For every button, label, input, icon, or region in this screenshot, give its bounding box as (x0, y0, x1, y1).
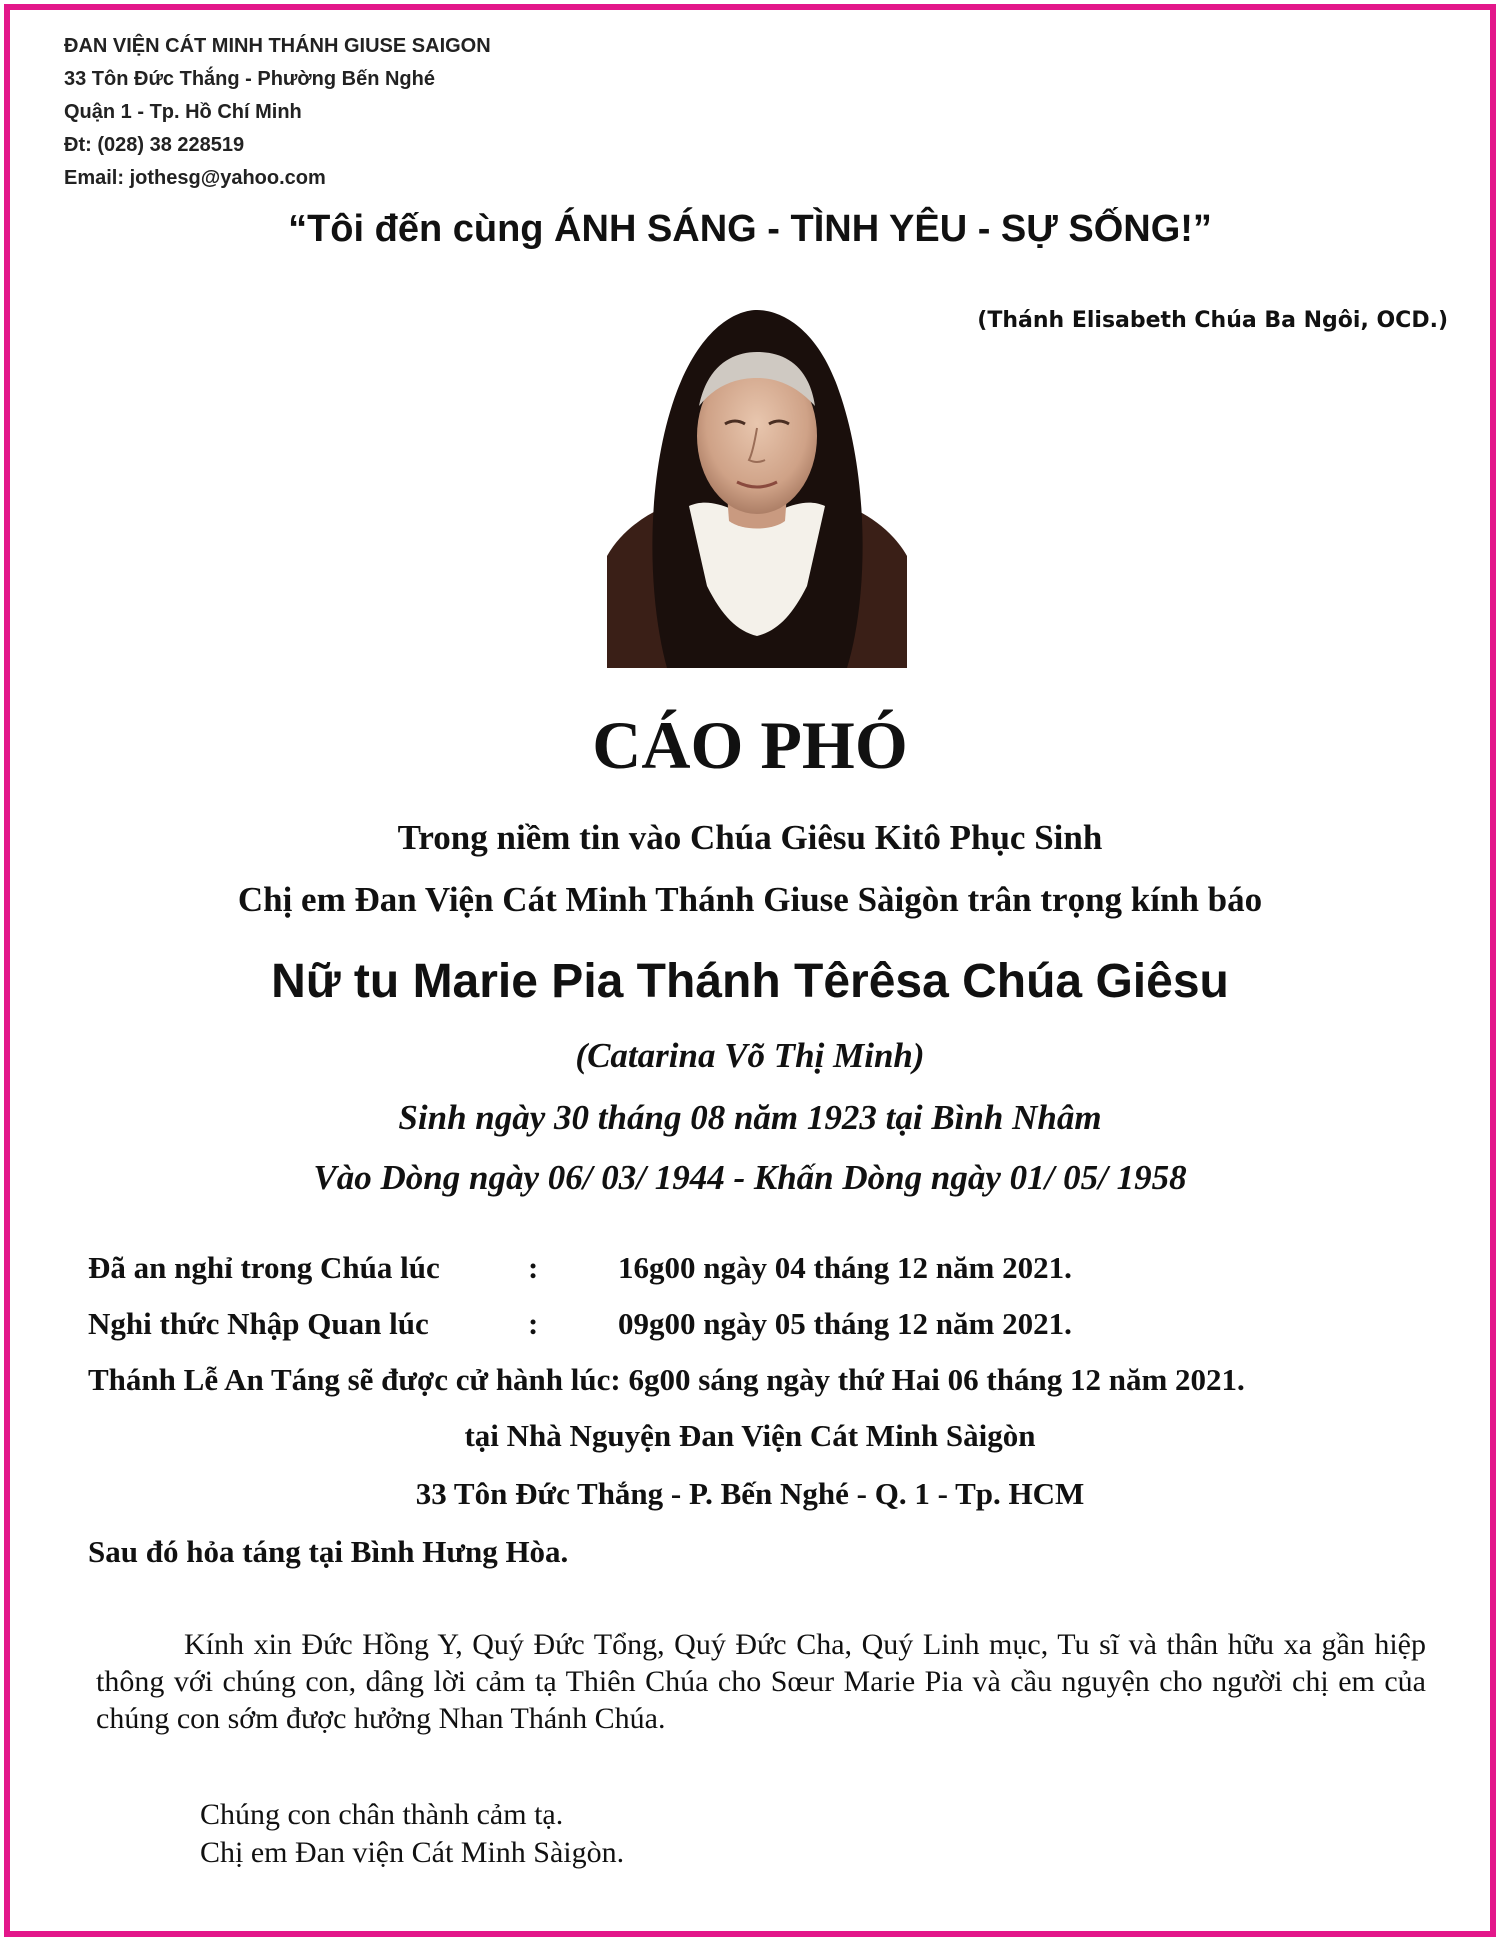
deceased-name: Nữ tu Marie Pia Thánh Têrêsa Chúa Giêsu (271, 955, 1229, 1008)
death-label: Đã an nghỉ trong Chúa lúc (88, 1250, 440, 1285)
death-time-row (88, 1250, 1072, 1286)
death-value: 16g00 ngày 04 tháng 12 năm 2021. (618, 1250, 1072, 1285)
funeral-mass-line: Thánh Lễ An Táng sẽ được cử hành lúc: 6g00 sáng ngày thứ Hai 06 tháng 12 năm 2021. (88, 1362, 1245, 1397)
closing-signature: Chị em Đan viện Cát Minh Sàigòn. (200, 1836, 625, 1869)
portrait-photo (607, 296, 907, 668)
org-name: ĐAN VIỆN CÁT MINH THÁNH GIUSE SAIGON (64, 35, 491, 57)
address-line-1: 33 Tôn Đức Thắng - Phường Bến Nghé (64, 68, 435, 90)
document-title: CÁO PHÓ (592, 707, 908, 783)
coffin-time-row (88, 1306, 1072, 1342)
birth-info: Sinh ngày 30 tháng 08 năm 1923 tại Bình Nhâm (398, 1098, 1102, 1137)
coffin-value: 09g00 ngày 05 tháng 12 năm 2021. (618, 1306, 1072, 1341)
coffin-colon: : (528, 1306, 539, 1341)
motto-quote: “Tôi đến cùng ÁNH SÁNG - TÌNH YÊU - SỰ SỐNG!” (288, 208, 1212, 250)
motto-source: (Thánh Elisabeth Chúa Ba Ngôi, OCD.) (977, 308, 1448, 333)
venue-line: tại Nhà Nguyện Đan Viện Cát Minh Sàigòn (464, 1418, 1036, 1453)
baptismal-name: (Catarina Võ Thị Minh) (575, 1036, 925, 1075)
closing-thanks: Chúng con chân thành cảm tạ. (200, 1798, 564, 1831)
request-paragraph: Kính xin Đức Hồng Y, Quý Đức Tổng, Quý Đức Cha, Quý Linh mục, Tu sĩ và thân hữu xa gần hiệp thông với chúng con, dâng lời cảm tạ Thiên Chúa cho Sœur Marie Pia và cầu nguyện cho người chị em của chúng con sớm được hưởng Nhan Thánh Chúa. (96, 1628, 1426, 1735)
address-line-2: Quận 1 - Tp. Hồ Chí Minh (64, 101, 302, 123)
vows-info: Vào Dòng ngày 06/ 03/ 1944 - Khấn Dòng ngày 01/ 05/ 1958 (313, 1158, 1187, 1197)
cremation-line: Sau đó hỏa táng tại Bình Hưng Hòa. (88, 1534, 569, 1569)
intro-line-1: Trong niềm tin vào Chúa Giêsu Kitô Phục Sinh (397, 818, 1103, 857)
phone: Đt: (028) 38 228519 (64, 134, 245, 156)
intro-line-2: Chị em Đan Viện Cát Minh Thánh Giuse Sàigòn trân trọng kính báo (237, 880, 1263, 919)
email: Email: jothesg@yahoo.com (64, 167, 326, 189)
portrait-illustration (607, 296, 907, 668)
sender-header (64, 30, 491, 195)
coffin-label: Nghi thức Nhập Quan lúc (88, 1306, 429, 1341)
venue-address: 33 Tôn Đức Thắng - P. Bến Nghé - Q. 1 - Tp. HCM (415, 1476, 1085, 1511)
death-colon: : (528, 1250, 539, 1285)
